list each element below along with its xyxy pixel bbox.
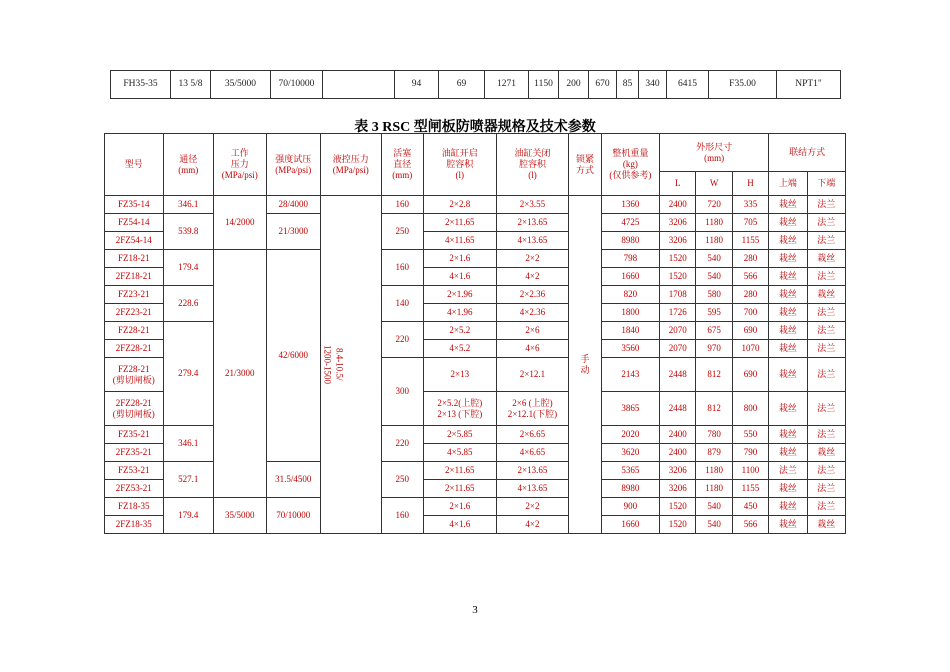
- cell-dim-w: 1180: [696, 462, 732, 480]
- cell-conn-top: 栽丝: [769, 214, 807, 232]
- cell-dim-l: 3206: [660, 462, 696, 480]
- cell-dim-h: 690: [732, 322, 768, 340]
- cell-model: 2FZ54-14: [105, 232, 164, 250]
- cell-conn-bottom: 栽丝: [807, 516, 845, 534]
- cell-dim-l: 1520: [660, 268, 696, 286]
- cell-dim-l: 1520: [660, 516, 696, 534]
- cell-dim-h: 335: [732, 196, 768, 214]
- cell-close-volume: 2×6.65: [496, 426, 569, 444]
- cell-close-volume: 2×6: [496, 322, 569, 340]
- cell-close-volume: 2×13.65: [496, 462, 569, 480]
- cell-dim-h: 566: [732, 516, 768, 534]
- cell-weight: 3560: [601, 340, 660, 358]
- cell-piston-diameter: 140: [381, 286, 423, 322]
- cell-close-volume: 4×2: [496, 516, 569, 534]
- cell-open-volume: 2×11.65: [423, 214, 496, 232]
- cell-close-volume: 2×2.36: [496, 286, 569, 304]
- cell-close-volume: 2×13.65: [496, 214, 569, 232]
- cell-weight: 1660: [601, 268, 660, 286]
- cell-weight: 5365: [601, 462, 660, 480]
- cell-dim-h: 1100: [732, 462, 768, 480]
- cell-conn-bottom: 法兰: [807, 462, 845, 480]
- header-test-pressure: 强度试压 (MPa/psi): [266, 134, 321, 196]
- cell-dim-w: 1180: [696, 480, 732, 498]
- cell-open-volume: 4×11.65: [423, 232, 496, 250]
- header-bore: 通径 (mm): [163, 134, 213, 196]
- cell-hydraulic-pressure: 8.4-10.5/ 1200-1500: [321, 196, 382, 534]
- cell-conn-top: 栽丝: [769, 392, 807, 426]
- cell-test-pressure: 28/4000: [266, 196, 321, 214]
- cell-piston-diameter: 250: [381, 462, 423, 498]
- cell-piston-diameter: 160: [381, 196, 423, 214]
- cell-model: FZ18-21: [105, 250, 164, 268]
- header-open-volume: 油缸开启 腔容积 (l): [423, 134, 496, 196]
- cell-work-pressure: 14/2000: [214, 196, 266, 250]
- cell-close-volume: 4×6: [496, 340, 569, 358]
- cell: FH35-35: [111, 71, 171, 99]
- cell-dim-w: 1180: [696, 214, 732, 232]
- cell-open-volume: 2×1.6: [423, 498, 496, 516]
- cell-conn-bottom: 法兰: [807, 196, 845, 214]
- header-dim-h: H: [732, 172, 768, 196]
- cell-weight: 8980: [601, 232, 660, 250]
- cell-dim-w: 879: [696, 444, 732, 462]
- cell-model: FZ28-21 (剪切闸板): [105, 358, 164, 392]
- cell-close-volume: 2×3.55: [496, 196, 569, 214]
- cell-dim-h: 566: [732, 268, 768, 286]
- cell-model: FZ28-21: [105, 322, 164, 340]
- header-model: 型号: [105, 134, 164, 196]
- cell-model: 2FZ53-21: [105, 480, 164, 498]
- spec-table: [104, 133, 846, 534]
- cell-conn-bottom: 法兰: [807, 358, 845, 392]
- cell-model: FZ53-21: [105, 462, 164, 480]
- cell-piston-diameter: 250: [381, 214, 423, 250]
- cell-open-volume: 2×11.65: [423, 462, 496, 480]
- cell-dim-w: 812: [696, 358, 732, 392]
- cell-dim-l: 3206: [660, 232, 696, 250]
- cell: 340: [639, 71, 667, 99]
- cell-conn-top: 栽丝: [769, 480, 807, 498]
- cell-dim-w: 540: [696, 250, 732, 268]
- cell-close-volume: 2×6 (上腔) 2×12.1(下腔): [496, 392, 569, 426]
- cell: 85: [617, 71, 639, 99]
- header-close-volume: 油缸关闭 腔容积 (l): [496, 134, 569, 196]
- header-weight: 整机重量 (kg) (仅供参考): [601, 134, 660, 196]
- cell-dim-l: 2400: [660, 196, 696, 214]
- cell: 35/5000: [211, 71, 271, 99]
- cell-weight: 8980: [601, 480, 660, 498]
- cell: 13 5/8: [171, 71, 211, 99]
- cell-open-volume: 4×5.85: [423, 444, 496, 462]
- cell-model: FZ18-35: [105, 498, 164, 516]
- cell-dim-w: 540: [696, 498, 732, 516]
- header-hydraulic-pressure: 液控压力 (MPa/psi): [321, 134, 382, 196]
- cell: 69: [439, 71, 485, 99]
- table-title: 表 3 RSC 型闸板防喷器规格及技术参数: [354, 120, 596, 135]
- cell-conn-bottom: 法兰: [807, 304, 845, 322]
- cell-piston-diameter: 220: [381, 322, 423, 358]
- cell-model: FZ54-14: [105, 214, 164, 232]
- header-conn-top: 上端: [769, 172, 807, 196]
- header-lock-mode: 锁紧 方式: [569, 134, 601, 196]
- cell-test-pressure: 31.5/4500: [266, 462, 321, 498]
- cell-conn-bottom: 栽丝: [807, 286, 845, 304]
- cell-dim-h: 1155: [732, 480, 768, 498]
- cell-conn-bottom: 法兰: [807, 426, 845, 444]
- cell-weight: 1840: [601, 322, 660, 340]
- cell-bore: 346.1: [163, 426, 213, 462]
- cell-conn-top: 栽丝: [769, 426, 807, 444]
- cell-conn-bottom: 法兰: [807, 214, 845, 232]
- table-row: [105, 250, 846, 268]
- cell-weight: 1660: [601, 516, 660, 534]
- cell-dim-h: 280: [732, 250, 768, 268]
- cell-open-volume: 2×5.85: [423, 426, 496, 444]
- cell-weight: 3865: [601, 392, 660, 426]
- cell: 70/10000: [271, 71, 323, 99]
- cell-bore: 279.4: [163, 322, 213, 426]
- cell-model: FZ23-21: [105, 286, 164, 304]
- header-connection: 联结方式: [769, 134, 846, 172]
- cell-dim-h: 790: [732, 444, 768, 462]
- cell-conn-top: 栽丝: [769, 444, 807, 462]
- cell-open-volume: 2×13: [423, 358, 496, 392]
- cell-close-volume: 2×12.1: [496, 358, 569, 392]
- cell-bore: 527.1: [163, 462, 213, 498]
- cell-close-volume: 4×13.65: [496, 480, 569, 498]
- cell-model: 2FZ28-21: [105, 340, 164, 358]
- cell-dim-l: 1708: [660, 286, 696, 304]
- cell-weight: 798: [601, 250, 660, 268]
- cell-close-volume: 4×6.65: [496, 444, 569, 462]
- cell-open-volume: 4×5.2: [423, 340, 496, 358]
- cell-lock-mode: 手 动: [569, 196, 601, 534]
- cell-conn-bottom: 法兰: [807, 480, 845, 498]
- cell-close-volume: 4×2: [496, 268, 569, 286]
- cell-dim-h: 705: [732, 214, 768, 232]
- cell-dim-h: 800: [732, 392, 768, 426]
- cell-conn-bottom: 法兰: [807, 268, 845, 286]
- cell-conn-bottom: 法兰: [807, 498, 845, 516]
- header-row: [105, 134, 846, 172]
- cell-model: 2FZ18-35: [105, 516, 164, 534]
- cell-weight: 2020: [601, 426, 660, 444]
- cell-dim-l: 2070: [660, 322, 696, 340]
- header-dimensions: 外形尺寸 (mm): [660, 134, 769, 172]
- cell: 1271: [485, 71, 529, 99]
- cell: 200: [559, 71, 589, 99]
- cell-open-volume: 2×5.2(上腔) 2×13 (下腔): [423, 392, 496, 426]
- cell-weight: 1800: [601, 304, 660, 322]
- cell-dim-l: 3206: [660, 214, 696, 232]
- cell-dim-w: 595: [696, 304, 732, 322]
- cell-close-volume: 2×2: [496, 250, 569, 268]
- cell-conn-top: 栽丝: [769, 516, 807, 534]
- header-work-pressure: 工作 压力 (MPa/psi): [214, 134, 266, 196]
- cell-dim-h: 1070: [732, 340, 768, 358]
- cell-open-volume: 2×2.8: [423, 196, 496, 214]
- cell-bore: 179.4: [163, 250, 213, 286]
- cell-weight: 4725: [601, 214, 660, 232]
- cell-dim-w: 970: [696, 340, 732, 358]
- cell-weight: 2143: [601, 358, 660, 392]
- cell-conn-top: 栽丝: [769, 286, 807, 304]
- cell-dim-w: 812: [696, 392, 732, 426]
- cell: 670: [589, 71, 617, 99]
- cell-piston-diameter: 160: [381, 498, 423, 534]
- cell-dim-l: 1520: [660, 498, 696, 516]
- cell-dim-h: 1155: [732, 232, 768, 250]
- cell-dim-w: 675: [696, 322, 732, 340]
- cell-open-volume: 4×1.96: [423, 304, 496, 322]
- cell-model: 2FZ18-21: [105, 268, 164, 286]
- table-row: [105, 498, 846, 516]
- header-dim-l: L: [660, 172, 696, 196]
- cell-bore: 346.1: [163, 196, 213, 214]
- cell-conn-bottom: 法兰: [807, 322, 845, 340]
- cell-work-pressure: 21/3000: [214, 250, 266, 498]
- cell-dim-l: 3206: [660, 480, 696, 498]
- cell-dim-l: 1726: [660, 304, 696, 322]
- cell-conn-top: 栽丝: [769, 304, 807, 322]
- cell-weight: 1360: [601, 196, 660, 214]
- cell-dim-l: 1520: [660, 250, 696, 268]
- cell-test-pressure: 70/10000: [266, 498, 321, 534]
- cell-conn-top: 栽丝: [769, 232, 807, 250]
- cell-conn-top: 栽丝: [769, 340, 807, 358]
- cell-close-volume: 4×13.65: [496, 232, 569, 250]
- cell-dim-h: 280: [732, 286, 768, 304]
- cell-test-pressure: 21/3000: [266, 214, 321, 250]
- cell-dim-l: 2400: [660, 444, 696, 462]
- cell-bore: 179.4: [163, 498, 213, 534]
- cell-conn-top: 栽丝: [769, 250, 807, 268]
- cell-dim-h: 700: [732, 304, 768, 322]
- cell-dim-l: 2070: [660, 340, 696, 358]
- header-piston-diameter: 活塞 直径 (mm): [381, 134, 423, 196]
- cell-dim-h: 690: [732, 358, 768, 392]
- cell-dim-w: 580: [696, 286, 732, 304]
- cell-conn-top: 栽丝: [769, 268, 807, 286]
- cell-open-volume: 2×1.6: [423, 250, 496, 268]
- cell-dim-w: 540: [696, 268, 732, 286]
- cell-open-volume: 2×11.65: [423, 480, 496, 498]
- cell-model: FZ35-21: [105, 426, 164, 444]
- cell: [323, 71, 395, 99]
- cell-close-volume: 2×2: [496, 498, 569, 516]
- table-row: [111, 71, 841, 99]
- cell-piston-diameter: 160: [381, 250, 423, 286]
- cell-conn-top: 栽丝: [769, 358, 807, 392]
- cell-piston-diameter: 220: [381, 426, 423, 462]
- cell-open-volume: 2×5.2: [423, 322, 496, 340]
- cell-open-volume: 2×1.96: [423, 286, 496, 304]
- cell-weight: 820: [601, 286, 660, 304]
- cell-bore: 539.8: [163, 214, 213, 250]
- cell-piston-diameter: 300: [381, 358, 423, 426]
- cell-dim-w: 1180: [696, 232, 732, 250]
- cell-dim-w: 540: [696, 516, 732, 534]
- cell-open-volume: 4×1.6: [423, 268, 496, 286]
- cell-dim-w: 780: [696, 426, 732, 444]
- table-row: [105, 196, 846, 214]
- cell: 94: [395, 71, 439, 99]
- cell-test-pressure: 42/6000: [266, 250, 321, 462]
- cell: NPT1": [777, 71, 841, 99]
- cell-conn-top: 栽丝: [769, 322, 807, 340]
- cell-weight: 900: [601, 498, 660, 516]
- cell-weight: 3620: [601, 444, 660, 462]
- cell-open-volume: 4×1.6: [423, 516, 496, 534]
- page-number: 3: [472, 604, 478, 616]
- cell-dim-l: 2400: [660, 426, 696, 444]
- header-dim-w: W: [696, 172, 732, 196]
- cell-conn-bottom: 栽丝: [807, 250, 845, 268]
- cell-dim-h: 550: [732, 426, 768, 444]
- cell-model: FZ35-14: [105, 196, 164, 214]
- cell-model: 2FZ28-21 (剪切闸板): [105, 392, 164, 426]
- cell-conn-top: 栽丝: [769, 498, 807, 516]
- cell-conn-bottom: 栽丝: [807, 444, 845, 462]
- cell-conn-bottom: 法兰: [807, 232, 845, 250]
- cell-conn-top: 法兰: [769, 462, 807, 480]
- cell-dim-w: 720: [696, 196, 732, 214]
- cell: F35.00: [709, 71, 777, 99]
- cell-bore: 228.6: [163, 286, 213, 322]
- cell-close-volume: 4×2.36: [496, 304, 569, 322]
- cell-conn-bottom: 法兰: [807, 340, 845, 358]
- cell-model: 2FZ35-21: [105, 444, 164, 462]
- cell-dim-l: 2448: [660, 358, 696, 392]
- cell-model: 2FZ23-21: [105, 304, 164, 322]
- cell-dim-h: 450: [732, 498, 768, 516]
- cell: 6415: [667, 71, 709, 99]
- cell: 1150: [529, 71, 559, 99]
- cell-conn-top: 栽丝: [769, 196, 807, 214]
- top-continuation-table: [110, 70, 841, 99]
- cell-work-pressure: 35/5000: [214, 498, 266, 534]
- header-conn-bottom: 下端: [807, 172, 845, 196]
- cell-dim-l: 2448: [660, 392, 696, 426]
- cell-conn-bottom: 法兰: [807, 392, 845, 426]
